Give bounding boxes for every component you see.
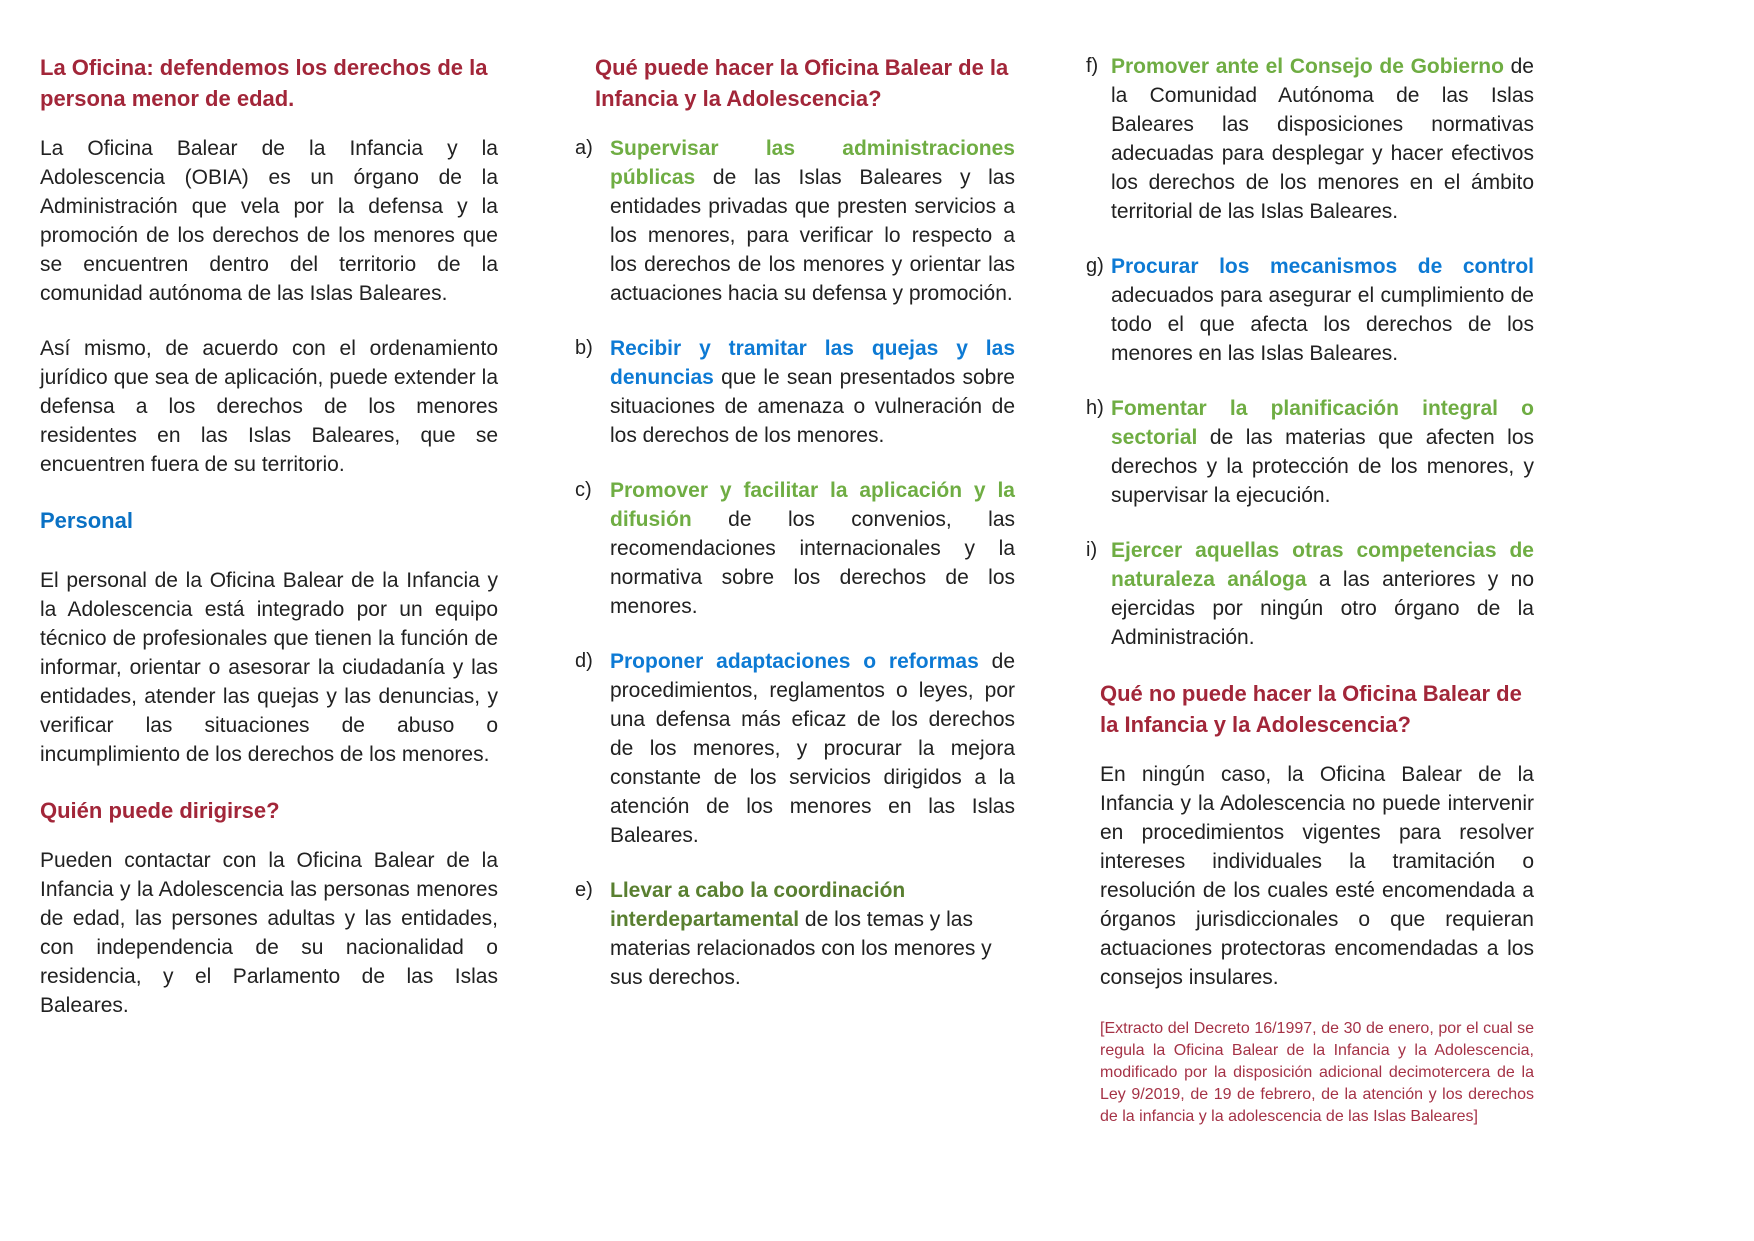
list-item-i-lead: Ejercer aquellas otras competencias de naturaleza análoga [1111,539,1534,591]
list-item-b-rest: que le sean presentados sobre situaciones de amenaza o vulneración de los derechos de los menores. [610,366,1015,447]
paragraph-obia-extension: Así mismo, de acuerdo con el ordenamiento jurídico que sea de aplicación, puede extender la defensa a los derechos de los menores residentes en las Islas Baleares, que se encuentren fuera de su territorio. [40,337,498,476]
paragraph-obia-cannot-do: En ningún caso, la Oficina Balear de la Infancia y la Adolescencia no puede intervenir en procedimientos vigentes para resolver intereses individuales la tramitación o resolución de los cuales esté encomendada a órganos jurisdiccionales o que requieran actuaciones protectoras encomendadas a los consejos insulares. [1100,763,1534,989]
column-middle [575,52,1015,1018]
list-item-g-lead: Procurar los mecanismos de control [1111,255,1534,278]
list-item-f-rest: de la Comunidad Autónoma de las Islas Baleares las disposiciones normativas adecuadas para desplegar y hacer efectivos los derechos de los menores en el ámbito territorial de las Islas Baleares. [1111,55,1534,223]
list-item-a-text [610,134,1015,308]
list-marker-f: f) [1086,55,1099,77]
heading-who-can-contact: Quién puede dirigirse? [40,798,280,823]
list-item-i [1086,536,1534,652]
list-item-e [575,876,1015,992]
list-marker-d: d) [575,650,593,672]
paragraph-obia-definition: La Oficina Balear de la Infancia y la Adolescencia (OBIA) es un órgano de la Administración que vela por la defensa y la promoción de los derechos de los menores que se encuentren dentro del territorio de la comunidad autónoma de las Islas Baleares. [40,137,498,305]
list-marker-i: i) [1086,539,1098,561]
list-item-g-rest: adecuados para asegurar el cumplimiento de todo el que afecta los derechos de los menores en las Islas Baleares. [1111,284,1534,365]
list-item-i-rest: a las anteriores y no ejercidas por ningún otro órgano de la Administración. [1111,568,1534,649]
list-item-e-text [610,876,1015,992]
list-item-h-text [1111,394,1534,510]
list-item-c-rest: de los convenios, las recomendaciones internacionales y la normativa sobre los derechos de los menores. [610,508,1015,618]
heading-personal: Personal [40,508,133,533]
heading-what-obia-cannot-do: Qué no puede hacer la Oficina Balear de la Infancia y la Adolescencia? [1100,681,1522,737]
list-marker-c: c) [575,479,592,501]
list-item-f-text [1111,52,1534,226]
list-marker-e: e) [575,879,593,901]
list-item-e-lead: Llevar a cabo la coordinación interdepartamental [610,879,906,931]
list-marker-a: a) [575,137,593,159]
column-right [1086,52,1534,1128]
list-item-b [575,334,1015,450]
list-item-g-text [1111,252,1534,368]
list-marker-b: b) [575,337,593,359]
paragraph-who-can-contact: Pueden contactar con la Oficina Balear de la Infancia y la Adolescencia las personas menores de edad, las persones adultas y las entidades, con independencia de su nacionalidad o residencia, y el Parlamento de las Islas Baleares. [40,849,498,1017]
list-item-a [575,134,1015,308]
heading-office-rights: La Oficina: defendemos los derechos de la persona menor de edad. [40,55,488,111]
footnote-decree-extract: [Extracto del Decreto 16/1997, de 30 de enero, por el cual se regula la Oficina Balear de la Infancia y la Adolescencia, modificado por la disposición adicional decimotercera de la Ley 9/2019, de 19 de febrero, de la atención y los derechos de la infancia y la adolescencia de las Islas Baleares] [1100,1020,1534,1125]
list-item-f-lead: Promover ante el Consejo de Gobierno [1111,55,1504,78]
heading-what-obia-can-do: Qué puede hacer la Oficina Balear de la Infancia y la Adolescencia? [595,55,1009,111]
list-item-h-rest: de las materias que afecten los derechos y la protección de los menores, y supervisar la ejecución. [1111,426,1535,507]
paragraph-personal-team: El personal de la Oficina Balear de la Infancia y la Adolescencia está integrado por un equipo técnico de profesionales que tienen la función de informar, orientar o asesorar la ciudadanía y las entidades, atender las quejas y las denuncias, y verificar las situaciones de abuso o incumplimiento de los derechos de los menores. [40,569,498,766]
list-item-c [575,476,1015,621]
list-item-b-lead: Recibir y tramitar las quejas y las denuncias [610,337,1015,389]
list-item-g [1086,252,1534,368]
list-item-d-text [610,647,1015,850]
list-item-a-lead: Supervisar las administraciones públicas [610,137,1015,189]
list-marker-h: h) [1086,397,1104,419]
list-item-d-rest: de procedimientos, reglamentos o leyes, por una defensa más eficaz de los derechos de los menores, y procurar la mejora constante de los servicios dirigidos a la atención de los menores en las Islas Baleares. [610,650,1015,847]
list-item-d [575,647,1015,850]
column-left [40,52,498,1020]
list-item-b-text [610,334,1015,450]
list-item-c-lead: Promover y facilitar la aplicación y la difusión [610,479,1015,531]
list-item-h-lead: Fomentar la planificación integral o sectorial [1111,397,1534,449]
list-item-h [1086,394,1534,510]
list-marker-g: g) [1086,255,1104,277]
list-item-a-rest: de las Islas Baleares y las entidades privadas que presten servicios a los menores, para verificar lo respecto a los derechos de los menores y orientar las actuaciones hacia su defensa y promoción. [610,166,1015,305]
list-item-i-text [1111,536,1534,652]
list-item-c-text [610,476,1015,621]
list-item-f [1086,52,1534,226]
list-item-d-lead: Proponer adaptaciones o reformas [610,650,979,673]
list-item-e-rest: de los temas y las materias relacionados con los menores y sus derechos. [610,908,992,989]
